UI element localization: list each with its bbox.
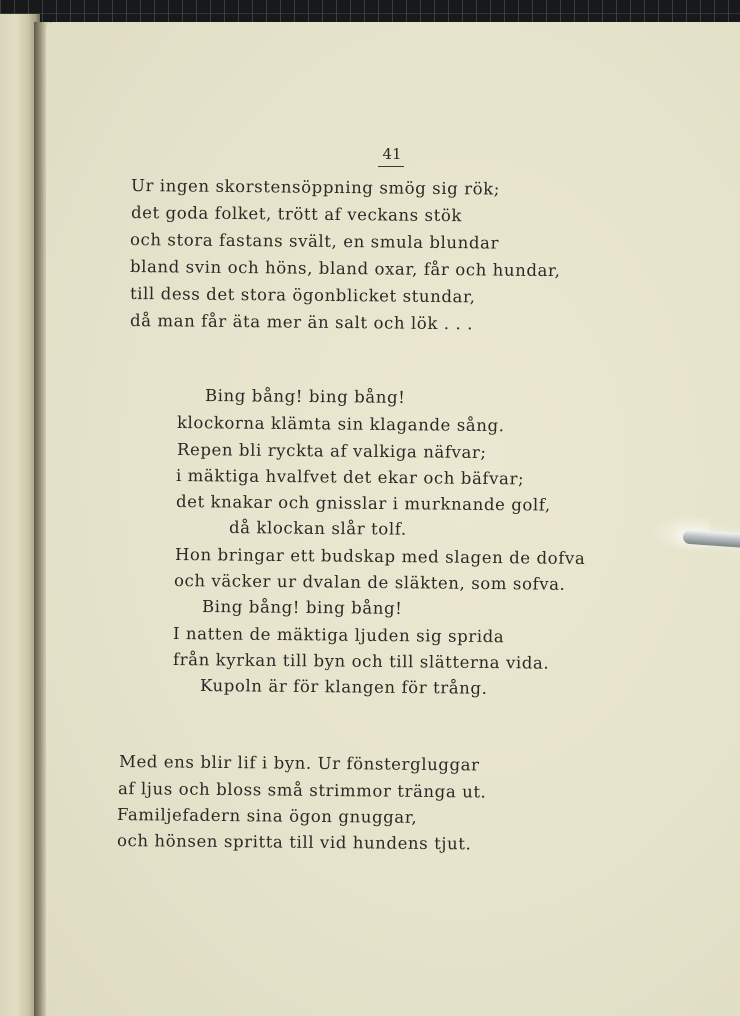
poem-line: Hon bringar ett budskap med slagen de dofva	[174, 545, 586, 568]
poem-line: Bing bång! bing bång!	[204, 386, 406, 407]
poem-line: det knakar och gnisslar i murknande golf,	[175, 492, 551, 515]
poem-line: Repen bli ryckta af valkiga näfvar;	[176, 440, 487, 462]
poem-line: från kyrkan till byn och till slätterna vida.	[172, 650, 550, 673]
poem-line: till dess det stora ögonblicket stundar,	[129, 284, 476, 307]
poem-line: och väcker ur dvalan de släkten, som sofva.	[173, 571, 566, 594]
poem-line: och hönsen spritta till vid hundens tjut.	[116, 831, 472, 854]
poem-line: Bing bång! bing bång!	[201, 597, 403, 618]
poem-line: Familjefadern sina ögon gnuggar,	[116, 805, 418, 827]
poem-line: I natten de mäktiga ljuden sig sprida	[172, 624, 505, 647]
poem-line: det goda folket, trött af veckans stök	[130, 203, 463, 226]
poem-line: Kupoln är för klangen för trång.	[199, 676, 488, 698]
poem-line: klockorna klämta sin klagande sång.	[176, 413, 505, 436]
page-number: 41	[382, 145, 402, 163]
poem-line: och stora fastans svält, en smula blundar	[129, 230, 500, 253]
poem-line: af ljus och bloss små strimmor tränga ut.	[117, 779, 487, 802]
page-number-rule	[378, 166, 404, 167]
poem-line: Ur ingen skorstensöppning smög sig rök;	[130, 176, 501, 199]
poem-line: Med ens blir lif i byn. Ur fönstergluggar	[118, 752, 480, 775]
poem-line: bland svin och höns, bland oxar, får och hundar,	[129, 257, 561, 281]
poem-line: då man får äta mer än salt och lök . . .	[129, 311, 474, 334]
poem-line: i mäktiga hvalfvet det ekar och bäfvar;	[175, 466, 525, 489]
poem-line: då klockan slår tolf.	[228, 518, 407, 539]
